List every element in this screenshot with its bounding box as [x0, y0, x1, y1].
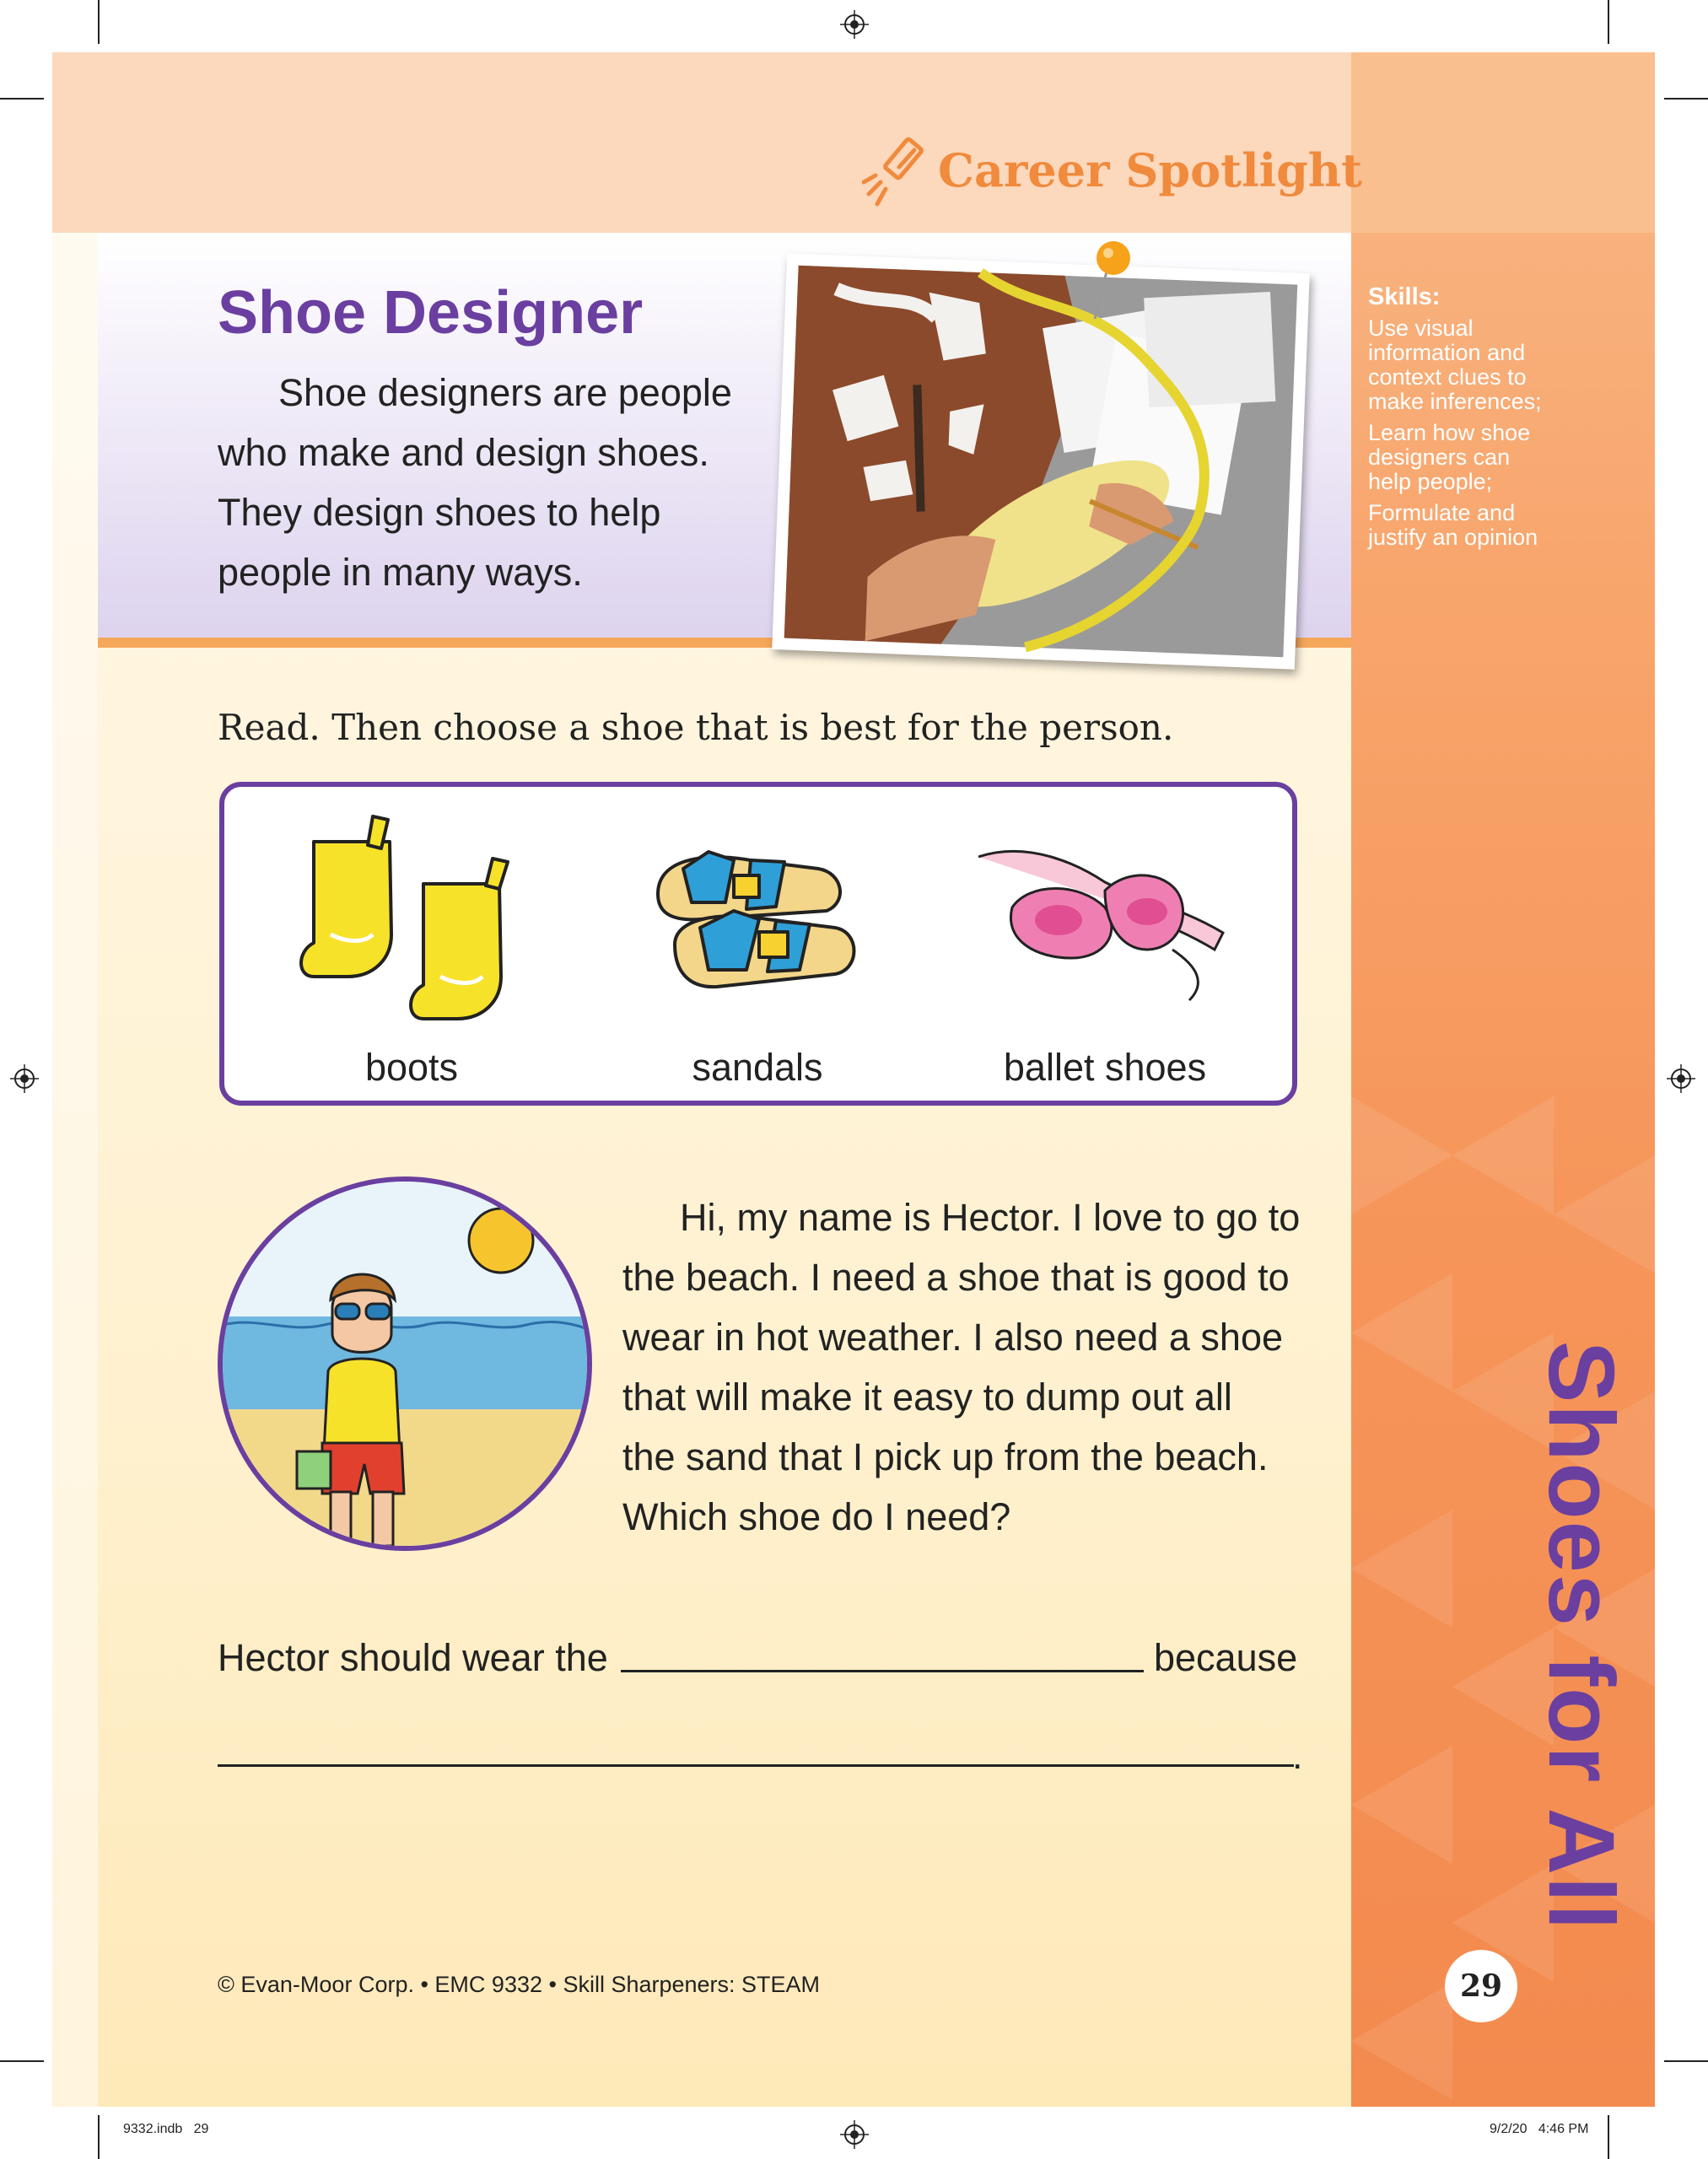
answer-end-mark: .	[1292, 1734, 1303, 1777]
page-title: Shoe Designer	[218, 279, 644, 347]
skill-line: help people;	[1368, 469, 1493, 494]
header-band	[52, 52, 1351, 233]
flashlight-icon	[862, 133, 938, 209]
footer-copyright: © Evan-Moor Corp. • EMC 9332 • Skill Sharpeners: STEAM	[218, 1972, 821, 1997]
skill-line: Formulate and	[1368, 500, 1516, 525]
registration-mark-icon	[1667, 1064, 1695, 1093]
story-line: the beach. I need a shoe that is good to	[622, 1256, 1290, 1299]
skill-line: make inferences;	[1368, 389, 1542, 414]
ballet-shoes-icon	[978, 840, 1231, 1009]
answer-suffix: because	[1154, 1636, 1298, 1679]
section-label: Career Spotlight	[938, 143, 1363, 197]
shoe-designer-photo	[772, 253, 1310, 669]
story-line: the sand that I pick up from the beach.	[622, 1435, 1269, 1478]
page-number: 29	[1459, 1968, 1503, 2004]
skill-line: designers can	[1368, 444, 1511, 470]
intro-line: people in many ways.	[218, 551, 583, 594]
story-line: Hi, my name is Hector. I love to go to	[680, 1196, 1301, 1239]
answer-prefix: Hector should wear the	[218, 1636, 608, 1679]
boots-icon	[297, 808, 533, 1027]
skills-heading: Skills:	[1368, 283, 1441, 310]
crop-mark	[98, 2115, 100, 2159]
crop-mark	[0, 2060, 44, 2062]
intro-text	[218, 363, 757, 602]
sandals-icon	[649, 843, 860, 1012]
skill-line: information and	[1368, 340, 1526, 365]
choice-label-sandals: sandals	[692, 1046, 823, 1089]
registration-mark-icon	[840, 10, 869, 39]
sidebar-header	[1351, 52, 1655, 233]
story-line: that will make it easy to dump out all	[622, 1376, 1232, 1419]
skills-panel	[1368, 285, 1646, 550]
intro-line: who make and design shoes.	[218, 431, 709, 474]
hector-illustration	[218, 1176, 592, 1551]
story-text	[622, 1187, 1314, 1547]
push-pin-icon	[1088, 238, 1139, 322]
skill-line: justify an opinion	[1368, 525, 1538, 550]
crop-mark	[1664, 98, 1708, 100]
beach-scene	[223, 1182, 587, 1546]
crop-mark	[1608, 0, 1609, 44]
print-slug-file: 9332.indb 29	[123, 2122, 209, 2136]
story-line: wear in hot weather. I also need a shoe	[622, 1316, 1284, 1359]
skill-item	[1368, 421, 1646, 494]
answer-blank-reason[interactable]	[218, 1764, 1294, 1767]
crop-mark	[1608, 2115, 1609, 2159]
answer-blank-shoe[interactable]	[621, 1670, 1144, 1672]
crop-mark	[1664, 2060, 1708, 2062]
shoe-making-illustration	[772, 253, 1310, 669]
intro-line: Shoe designers are people	[278, 371, 732, 414]
skill-line: Learn how shoe	[1368, 420, 1531, 445]
vertical-title: Shoes for All	[1529, 1340, 1633, 1932]
intro-line: They design shoes to help	[218, 491, 661, 534]
page-margin	[52, 233, 98, 2107]
skill-item	[1368, 316, 1646, 414]
crop-mark	[0, 98, 44, 100]
skill-line: context clues to	[1368, 364, 1527, 390]
skill-item	[1368, 501, 1646, 550]
story-line: Which shoe do I need?	[622, 1495, 1011, 1538]
crop-mark	[98, 0, 100, 44]
registration-mark-icon	[10, 1064, 39, 1093]
print-slug-timestamp: 9/2/20 4:46 PM	[1490, 2122, 1589, 2136]
choice-label-ballet-shoes: ballet shoes	[1003, 1046, 1207, 1089]
registration-mark-icon	[840, 2120, 869, 2149]
choice-label-boots: boots	[364, 1046, 459, 1089]
skill-line: Use visual	[1368, 315, 1474, 341]
instruction-text: Read. Then choose a shoe that is best for the person.	[218, 707, 1174, 748]
